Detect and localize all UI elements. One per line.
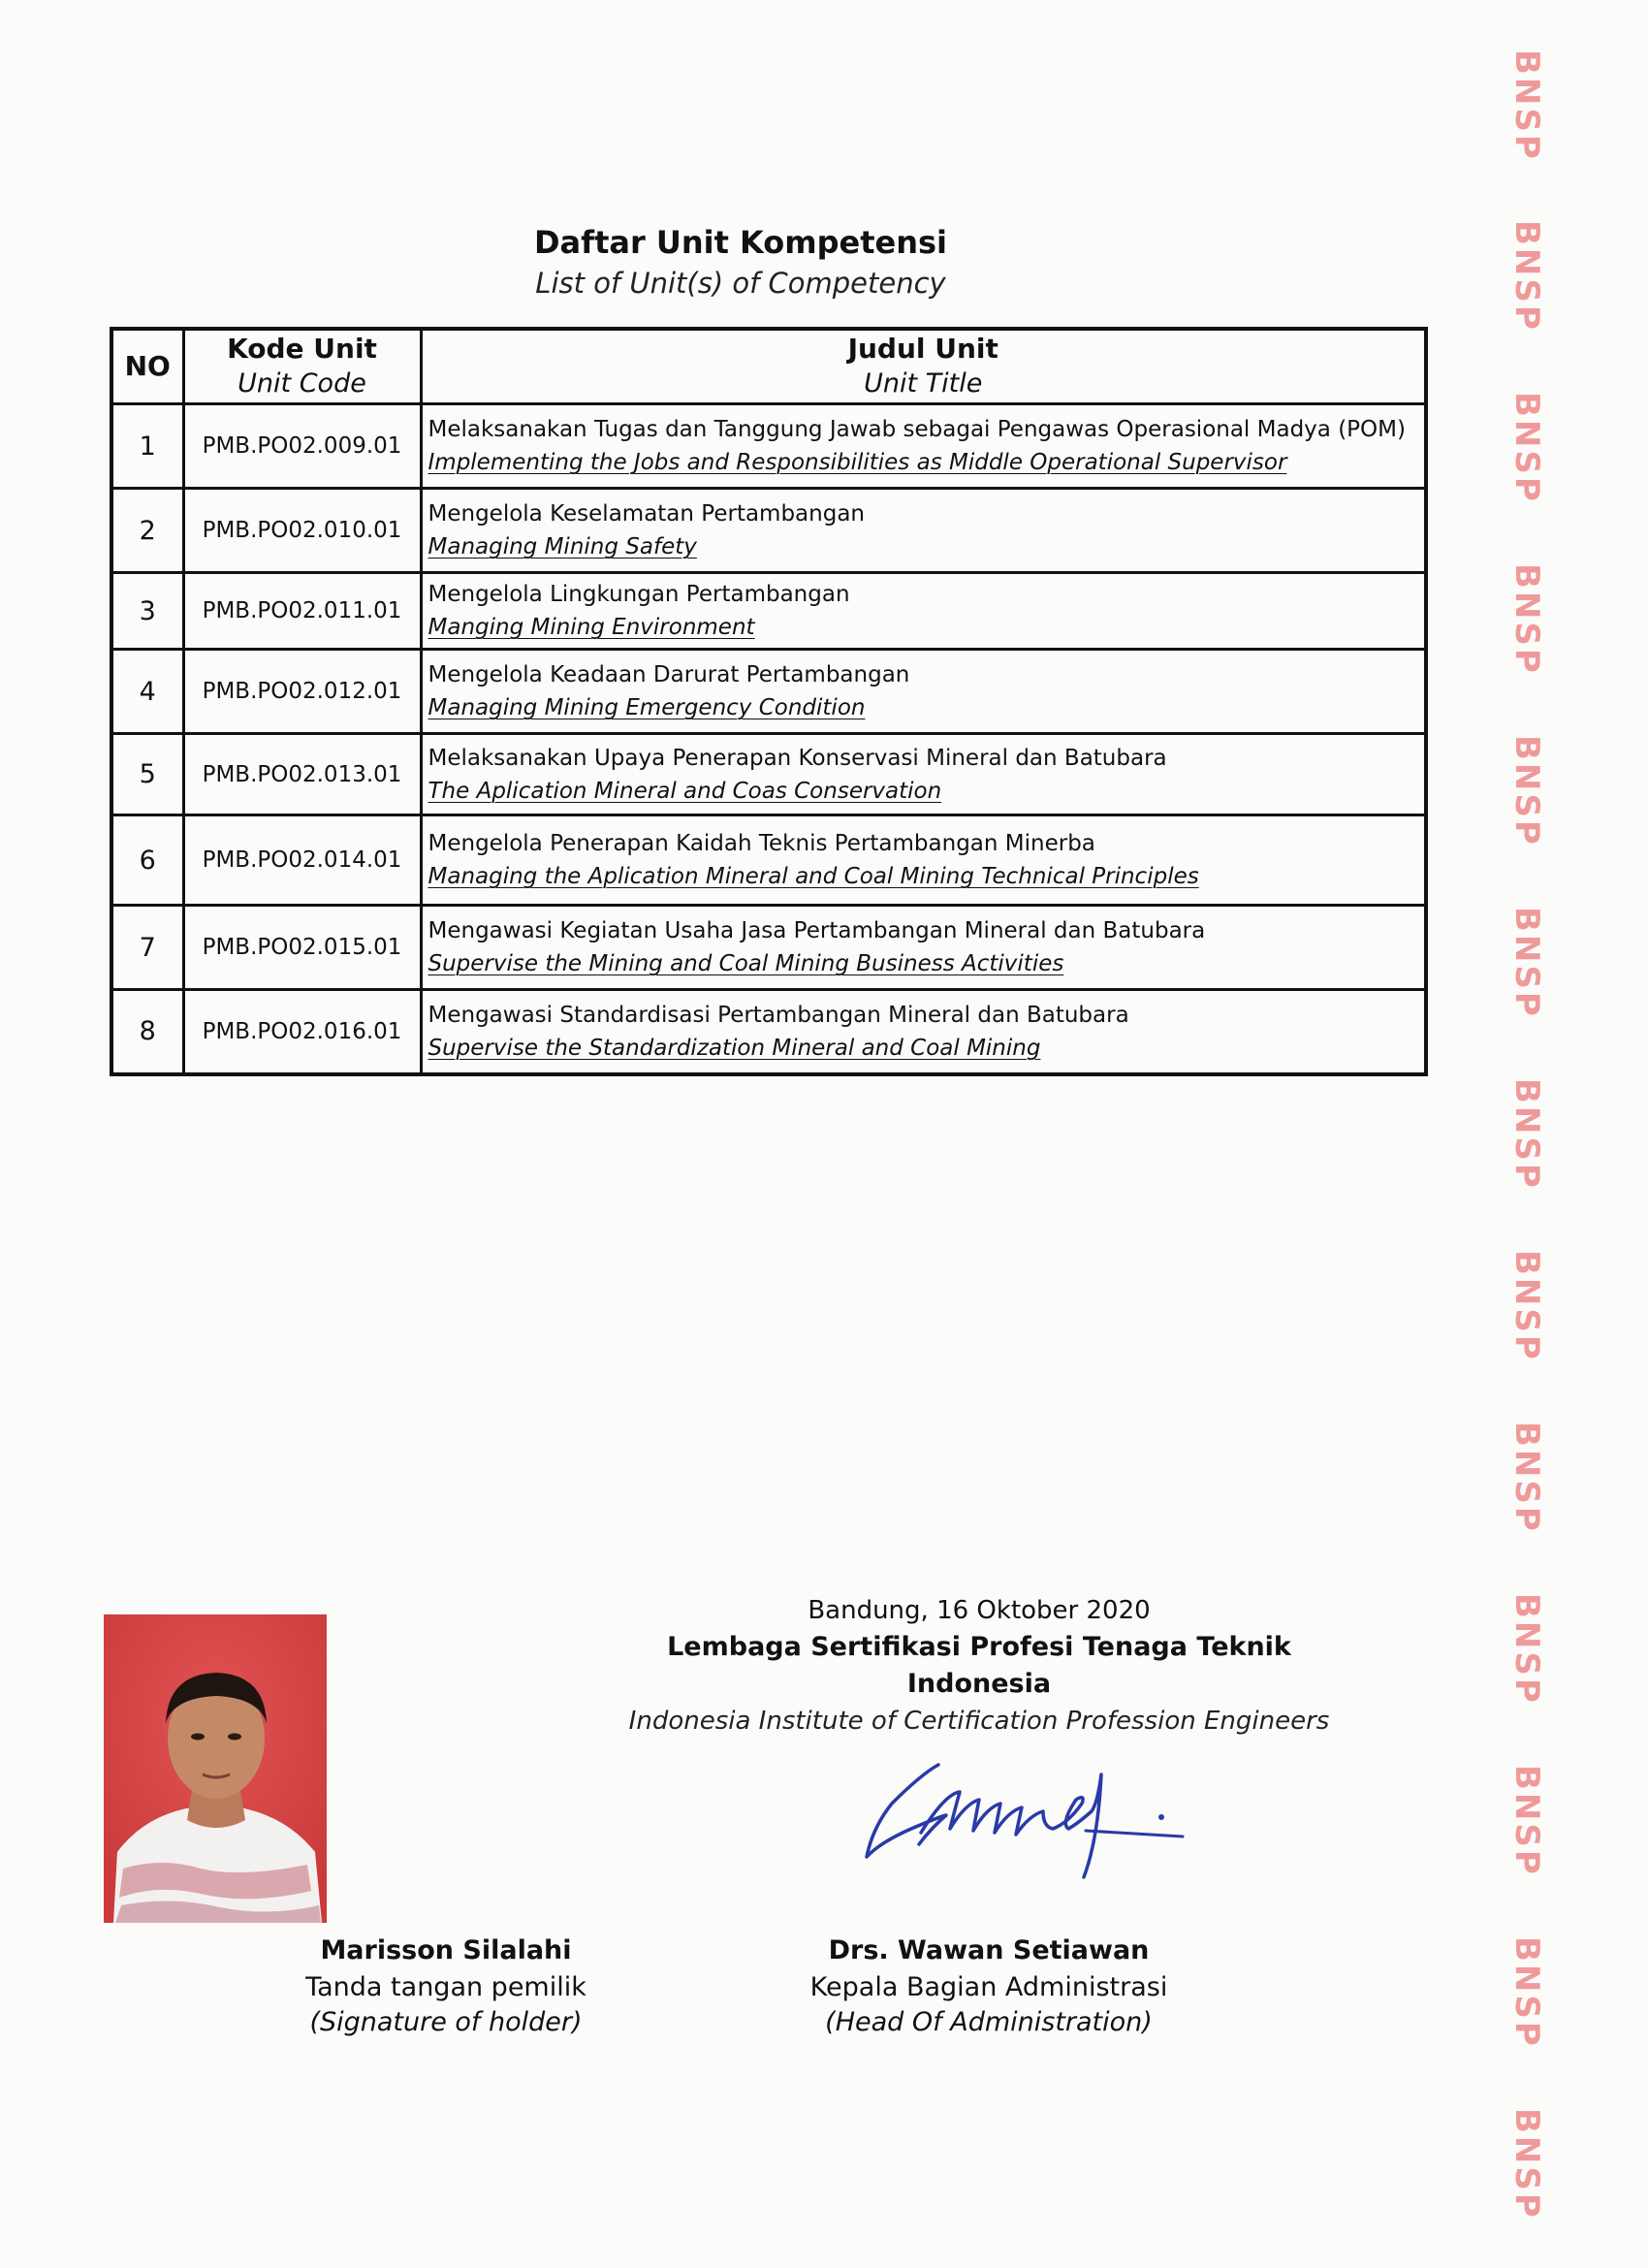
table-row bbox=[111, 489, 1426, 573]
row-number: 5 bbox=[111, 734, 183, 815]
unit-code: PMB.PO02.015.01 bbox=[183, 906, 421, 990]
row-number: 3 bbox=[111, 573, 183, 650]
unit-code: PMB.PO02.012.01 bbox=[183, 650, 421, 734]
table-row bbox=[111, 734, 1426, 815]
table-row bbox=[111, 990, 1426, 1074]
watermark-text: BNSP bbox=[1507, 1421, 1546, 1534]
header-no: NO bbox=[111, 329, 183, 404]
unit-title: Melaksanakan Tugas dan Tanggung Jawab sebagai Pengawas Operasional Madya (POM) Implementing the Jobs and Responsibilities as Middle Operational Supervisor bbox=[421, 404, 1426, 489]
table-row bbox=[111, 650, 1426, 734]
holder-name: Marisson Silalahi bbox=[320, 1935, 572, 1965]
unit-title: Mengelola Keselamatan Pertambangan Managing Mining Safety bbox=[421, 489, 1426, 573]
issuer-organization: Lembaga Sertifikasi Profesi Tenaga Teknik Indonesia bbox=[667, 1632, 1291, 1699]
row-number: 8 bbox=[111, 990, 183, 1074]
header-unit-title: Judul Unit Unit Title bbox=[421, 329, 1426, 404]
unit-title: Mengelola Lingkungan Pertambangan Manging Mining Environment bbox=[421, 573, 1426, 650]
watermark-text: BNSP bbox=[1507, 1935, 1546, 2049]
row-number: 2 bbox=[111, 489, 183, 573]
watermark-text: BNSP bbox=[1507, 1078, 1546, 1191]
bnsp-watermark-strip bbox=[1493, 19, 1561, 2250]
signatory-role-en: (Head Of Administration) bbox=[825, 2007, 1153, 2037]
unit-title: Mengawasi Standardisasi Pertambangan Mineral dan Batubara Supervise the Standardization Mineral and Coal Mining bbox=[421, 990, 1426, 1074]
document-title: Daftar Unit Kompetensi bbox=[533, 224, 948, 261]
unit-code: PMB.PO02.016.01 bbox=[183, 990, 421, 1074]
holder-block bbox=[271, 1932, 620, 2040]
header-unit-code: Kode Unit Unit Code bbox=[183, 329, 421, 404]
holder-portrait-icon bbox=[104, 1614, 327, 1923]
unit-title: Mengelola Keadaan Darurat Pertambangan Managing Mining Emergency Condition bbox=[421, 650, 1426, 734]
holder-role: Tanda tangan pemilik bbox=[305, 1972, 586, 2002]
table-header-row bbox=[111, 329, 1426, 404]
unit-title: Melaksanakan Upaya Penerapan Konservasi Mineral dan Batubara The Aplication Mineral and Coas Conservation bbox=[421, 734, 1426, 815]
table-row bbox=[111, 404, 1426, 489]
unit-title: Mengelola Penerapan Kaidah Teknis Pertambangan Minerba Managing the Aplication Mineral and Coal Mining Technical Principles bbox=[421, 815, 1426, 906]
signatory-block bbox=[795, 1932, 1183, 2040]
unit-code: PMB.PO02.009.01 bbox=[183, 404, 421, 489]
unit-code: PMB.PO02.014.01 bbox=[183, 815, 421, 906]
watermark-text: BNSP bbox=[1507, 48, 1546, 162]
row-number: 6 bbox=[111, 815, 183, 906]
unit-code: PMB.PO02.013.01 bbox=[183, 734, 421, 815]
table-row bbox=[111, 906, 1426, 990]
issuer-organization-en: Indonesia Institute of Certification Profession Engineers bbox=[628, 1707, 1330, 1736]
document-subtitle: List of Unit(s) of Competency bbox=[535, 267, 946, 300]
row-number: 7 bbox=[111, 906, 183, 990]
competency-units-table bbox=[110, 327, 1428, 1076]
row-number: 4 bbox=[111, 650, 183, 734]
signatory-signature bbox=[853, 1736, 1202, 1891]
holder-role-en: (Signature of holder) bbox=[309, 2007, 583, 2037]
unit-title: Mengawasi Kegiatan Usaha Jasa Pertambangan Mineral dan Batubara Supervise the Mining and Coal Mining Business Activities bbox=[421, 906, 1426, 990]
table-row bbox=[111, 815, 1426, 906]
holder-photo bbox=[104, 1614, 327, 1923]
unit-code: PMB.PO02.011.01 bbox=[183, 573, 421, 650]
signatory-name: Drs. Wawan Setiawan bbox=[828, 1935, 1150, 1965]
watermark-text: BNSP bbox=[1507, 1250, 1546, 1362]
watermark-text: BNSP bbox=[1507, 220, 1546, 334]
watermark-text: BNSP bbox=[1507, 2107, 1546, 2220]
watermark-text: BNSP bbox=[1507, 735, 1546, 848]
place-date: Bandung, 16 Oktober 2020 bbox=[808, 1596, 1151, 1625]
watermark-text: BNSP bbox=[1507, 563, 1546, 677]
signatory-role: Kepala Bagian Administrasi bbox=[809, 1972, 1168, 2002]
watermark-text: BNSP bbox=[1507, 1592, 1546, 1706]
unit-code: PMB.PO02.010.01 bbox=[183, 489, 421, 573]
watermark-text: BNSP bbox=[1507, 1764, 1546, 1877]
table-row bbox=[111, 573, 1426, 650]
watermark-text: BNSP bbox=[1507, 907, 1546, 1019]
watermark-text: BNSP bbox=[1507, 392, 1546, 505]
issuer-block bbox=[620, 1592, 1338, 1740]
document-heading bbox=[0, 221, 1481, 303]
row-number: 1 bbox=[111, 404, 183, 489]
